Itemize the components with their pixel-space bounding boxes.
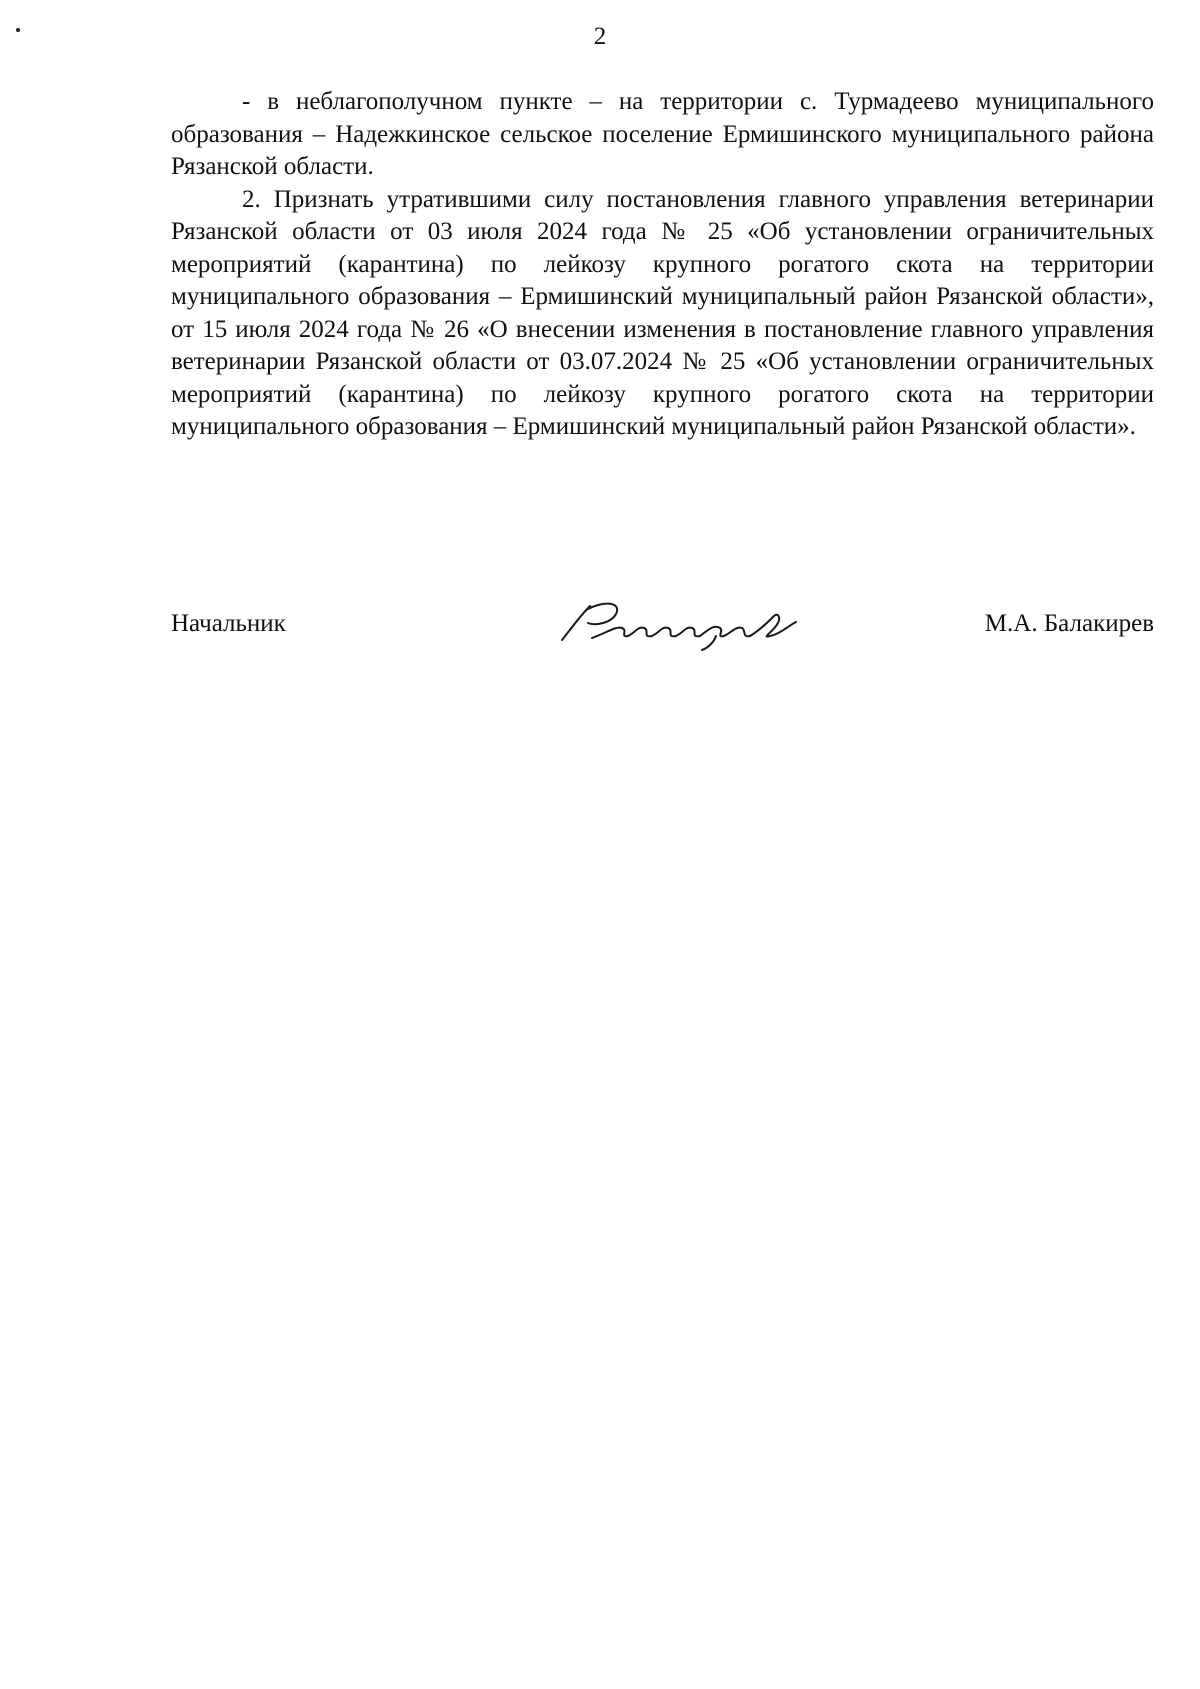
signature-block [171, 596, 1154, 656]
paragraph-infected-point: - в неблагополучном пункте – на территории с. Турмадеево муниципального образования – Надежкинское сельское поселение Ермишинского муниципального района Рязанской области. [171, 88, 1154, 180]
paragraph-repeal-resolutions: 2. Признать утратившими силу постановления главного управления ветеринарии Рязанской области от 03 июля 2024 года № 25 «Об установлении ограничительных мероприятий (карантина) по лейкозу крупного рогатого скота на территории муниципального образования – Ермишинский муниципальный район Рязанской области», от 15 июля 2024 года № 26 «О внесении изменения в постановление главного управления ветеринарии Рязанской области от 03.07.2024 № 25 «Об установлении ограничительных мероприятий (карантина) по лейкозу крупного рогатого скота на территории муниципального образования – Ермишинский муниципальный район Рязанской области». [171, 185, 1154, 440]
signatory-name: М.А. Балакирев [984, 610, 1154, 637]
document-body [171, 86, 1154, 444]
page-number: 2 [593, 23, 607, 50]
signatory-position: Начальник [171, 610, 286, 637]
handwritten-signature-icon [556, 596, 806, 652]
